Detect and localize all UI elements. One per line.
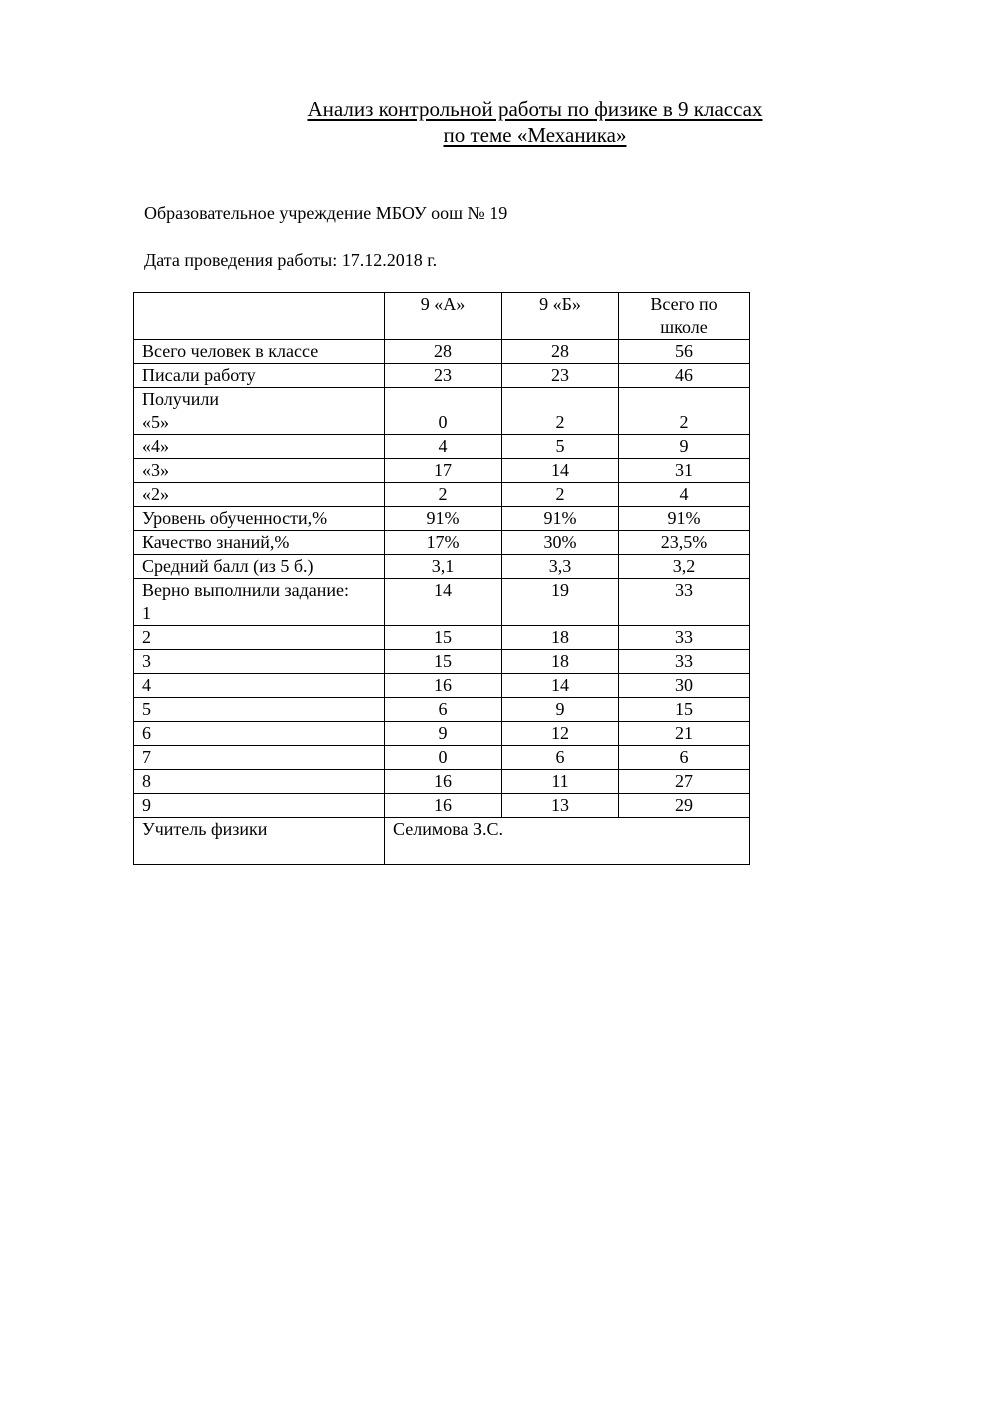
table-row [134, 674, 750, 698]
table-row [134, 531, 750, 555]
row-label-line-1: Верно выполнили задание: [142, 580, 349, 600]
value-9b: 91% [502, 507, 619, 531]
value-total: 30 [619, 674, 750, 698]
value-9a: 16 [385, 770, 502, 794]
value-9a: 2 [385, 483, 502, 507]
row-label-line-1: Получили [142, 389, 220, 409]
value-9a: 16 [385, 794, 502, 818]
header-school-total [619, 293, 750, 340]
value-9a: 15 [385, 626, 502, 650]
value-9b: 18 [502, 650, 619, 674]
row-label: Всего человек в классе [134, 340, 385, 364]
value-9b: 12 [502, 722, 619, 746]
title-line-1: Анализ контрольной работы по физике в 9 классах [307, 97, 763, 121]
value-total: 4 [619, 483, 750, 507]
row-label: 5 [134, 698, 385, 722]
table-row [134, 770, 750, 794]
value-total: 9 [619, 435, 750, 459]
title-line-2: по теме «Механика» [443, 123, 627, 147]
value-9a: 14 [385, 579, 502, 626]
row-label: 7 [134, 746, 385, 770]
table-header-row [134, 293, 750, 340]
value-9b: 2 [502, 483, 619, 507]
header-total-line-2: школе [660, 317, 708, 337]
table-row [134, 459, 750, 483]
table-row [134, 435, 750, 459]
value-total: 27 [619, 770, 750, 794]
value-total: 3,2 [619, 555, 750, 579]
value-total: 15 [619, 698, 750, 722]
school-name: Образовательное учреждение МБОУ оош № 19 [144, 203, 508, 223]
table-row [134, 483, 750, 507]
value-9b: 19 [502, 579, 619, 626]
value-9a: 6 [385, 698, 502, 722]
header-total-line-1: Всего по [650, 294, 718, 314]
value-9a: 0 [385, 746, 502, 770]
row-label-line-2: «5» [142, 412, 169, 432]
value-total: 33 [619, 626, 750, 650]
row-label [134, 579, 385, 626]
table-row [134, 626, 750, 650]
table-row [134, 650, 750, 674]
value-9b: 11 [502, 770, 619, 794]
value-9b: 28 [502, 340, 619, 364]
row-label: 8 [134, 770, 385, 794]
table-row [134, 364, 750, 388]
value-9a: 0 [385, 388, 502, 435]
row-label: «4» [134, 435, 385, 459]
table-row [134, 388, 750, 435]
value-9b: 6 [502, 746, 619, 770]
table-row [134, 340, 750, 364]
document-title [0, 96, 1000, 148]
table-row [134, 794, 750, 818]
value-total: 33 [619, 650, 750, 674]
results-table [133, 292, 750, 865]
row-label-line-2: 1 [142, 603, 151, 623]
value-total: 91% [619, 507, 750, 531]
table-row [134, 722, 750, 746]
teacher-row [134, 818, 750, 865]
table-row [134, 579, 750, 626]
value-total: 31 [619, 459, 750, 483]
value-9a: 17 [385, 459, 502, 483]
value-9b: 9 [502, 698, 619, 722]
row-label: 3 [134, 650, 385, 674]
value-total: 29 [619, 794, 750, 818]
value-9a: 15 [385, 650, 502, 674]
table-body [134, 340, 750, 818]
table-row [134, 746, 750, 770]
value-9b: 3,3 [502, 555, 619, 579]
value-9a: 28 [385, 340, 502, 364]
value-total: 56 [619, 340, 750, 364]
row-label: 9 [134, 794, 385, 818]
value-9b: 13 [502, 794, 619, 818]
header-class-9b: 9 «Б» [502, 293, 619, 340]
teacher-name: Селимова З.С. [385, 818, 750, 865]
row-label: «2» [134, 483, 385, 507]
row-label: Средний балл (из 5 б.) [134, 555, 385, 579]
value-9b: 5 [502, 435, 619, 459]
header-empty-cell [134, 293, 385, 340]
row-label: 4 [134, 674, 385, 698]
value-9b: 18 [502, 626, 619, 650]
value-total: 23,5% [619, 531, 750, 555]
row-label: 6 [134, 722, 385, 746]
exam-date: Дата проведения работы: 17.12.2018 г. [144, 250, 438, 270]
value-total: 6 [619, 746, 750, 770]
header-class-9a: 9 «А» [385, 293, 502, 340]
row-label: Писали работу [134, 364, 385, 388]
value-9b: 23 [502, 364, 619, 388]
teacher-label: Учитель физики [134, 818, 385, 865]
value-9a: 23 [385, 364, 502, 388]
value-9a: 3,1 [385, 555, 502, 579]
value-total: 2 [619, 388, 750, 435]
table-row [134, 507, 750, 531]
value-9a: 16 [385, 674, 502, 698]
table-row [134, 555, 750, 579]
value-9b: 14 [502, 674, 619, 698]
row-label: Уровень обученности,% [134, 507, 385, 531]
row-label: 2 [134, 626, 385, 650]
value-total: 46 [619, 364, 750, 388]
value-9a: 9 [385, 722, 502, 746]
value-total: 33 [619, 579, 750, 626]
value-9a: 17% [385, 531, 502, 555]
row-label: Качество знаний,% [134, 531, 385, 555]
value-total: 21 [619, 722, 750, 746]
value-9b: 14 [502, 459, 619, 483]
value-9a: 91% [385, 507, 502, 531]
value-9a: 4 [385, 435, 502, 459]
value-9b: 2 [502, 388, 619, 435]
row-label: «3» [134, 459, 385, 483]
row-label [134, 388, 385, 435]
value-9b: 30% [502, 531, 619, 555]
table-row [134, 698, 750, 722]
